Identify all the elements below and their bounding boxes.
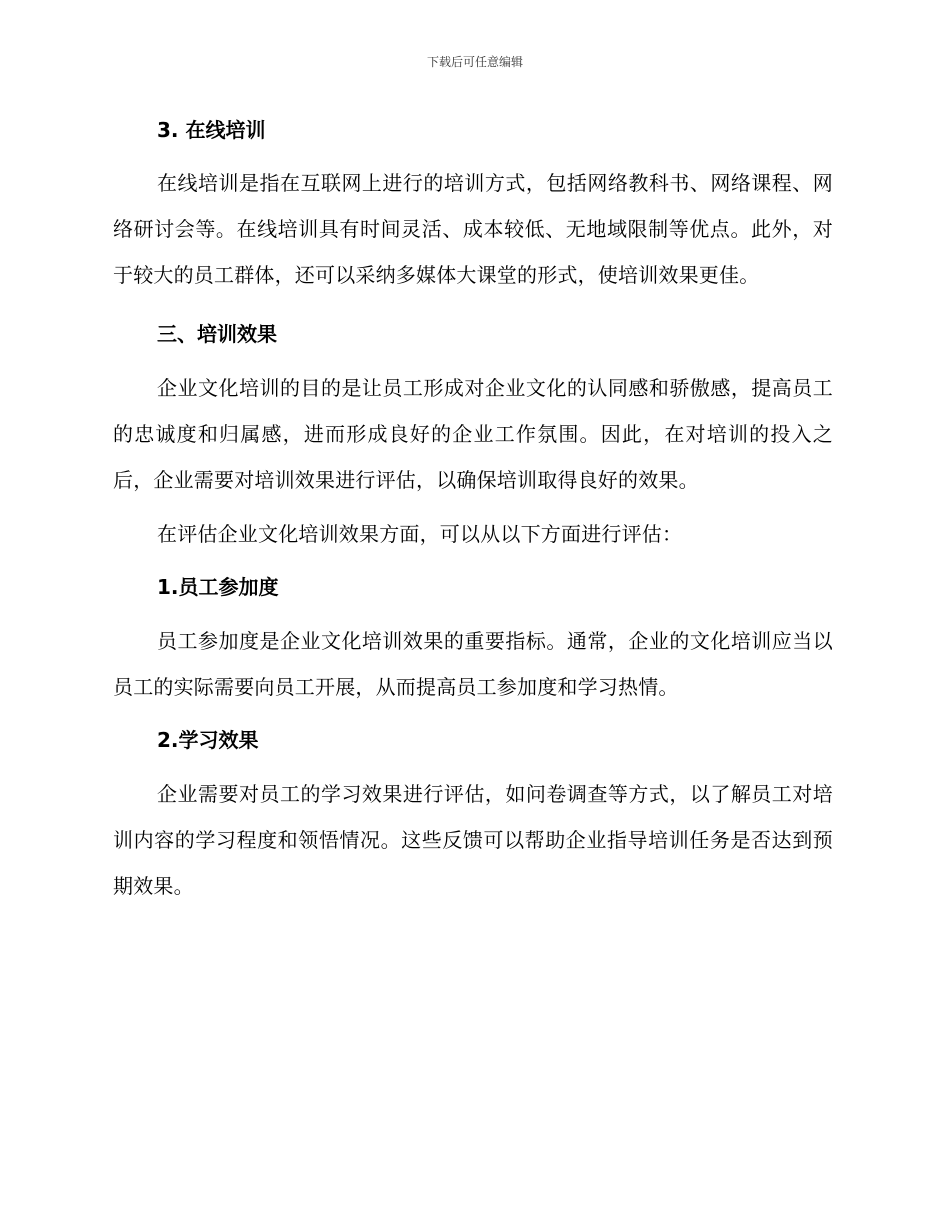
- section-heading-training-effect: 三、培训效果: [157, 322, 277, 346]
- section-heading-online-training: 3. 在线培训: [157, 118, 266, 142]
- section-heading-learning-effect: 2.学习效果: [157, 728, 259, 752]
- paragraph-training-effect-purpose: 企业文化培训的目的是让员工形成对企业文化的认同感和骄傲感，提高员工的忠诚度和归属感，进而形成良好的企业工作氛围。因此，在对培训的投入之后，企业需要对培训效果进行评估，以确保培训取得良好的效果。: [113, 376, 833, 492]
- header-note: 下载后可任意编辑: [426, 55, 523, 69]
- paragraph-learning-effect: 企业需要对员工的学习效果进行评估，如问卷调查等方式，以了解员工对培训内容的学习程度和领悟情况。这些反馈可以帮助企业指导培训任务是否达到预期效果。: [113, 782, 833, 898]
- paragraph-online-training: 在线培训是指在互联网上进行的培训方式，包括网络教科书、网络课程、网络研讨会等。在线培训具有时间灵活、成本较低、无地域限制等优点。此外，对于较大的员工群体，还可以采纳多媒体大课堂的形式，使培训效果更佳。: [113, 171, 833, 287]
- paragraph-training-effect-evaluation: 在评估企业文化培训效果方面，可以从以下方面进行评估：: [157, 522, 683, 546]
- document-content: [113, 110, 833, 909]
- paragraph-participation: 员工参加度是企业文化培训效果的重要指标。通常，企业的文化培训应当以员工的实际需要向员工开展，从而提高员工参加度和学习热情。: [113, 629, 833, 699]
- section-heading-participation: 1.员工参加度: [157, 575, 279, 599]
